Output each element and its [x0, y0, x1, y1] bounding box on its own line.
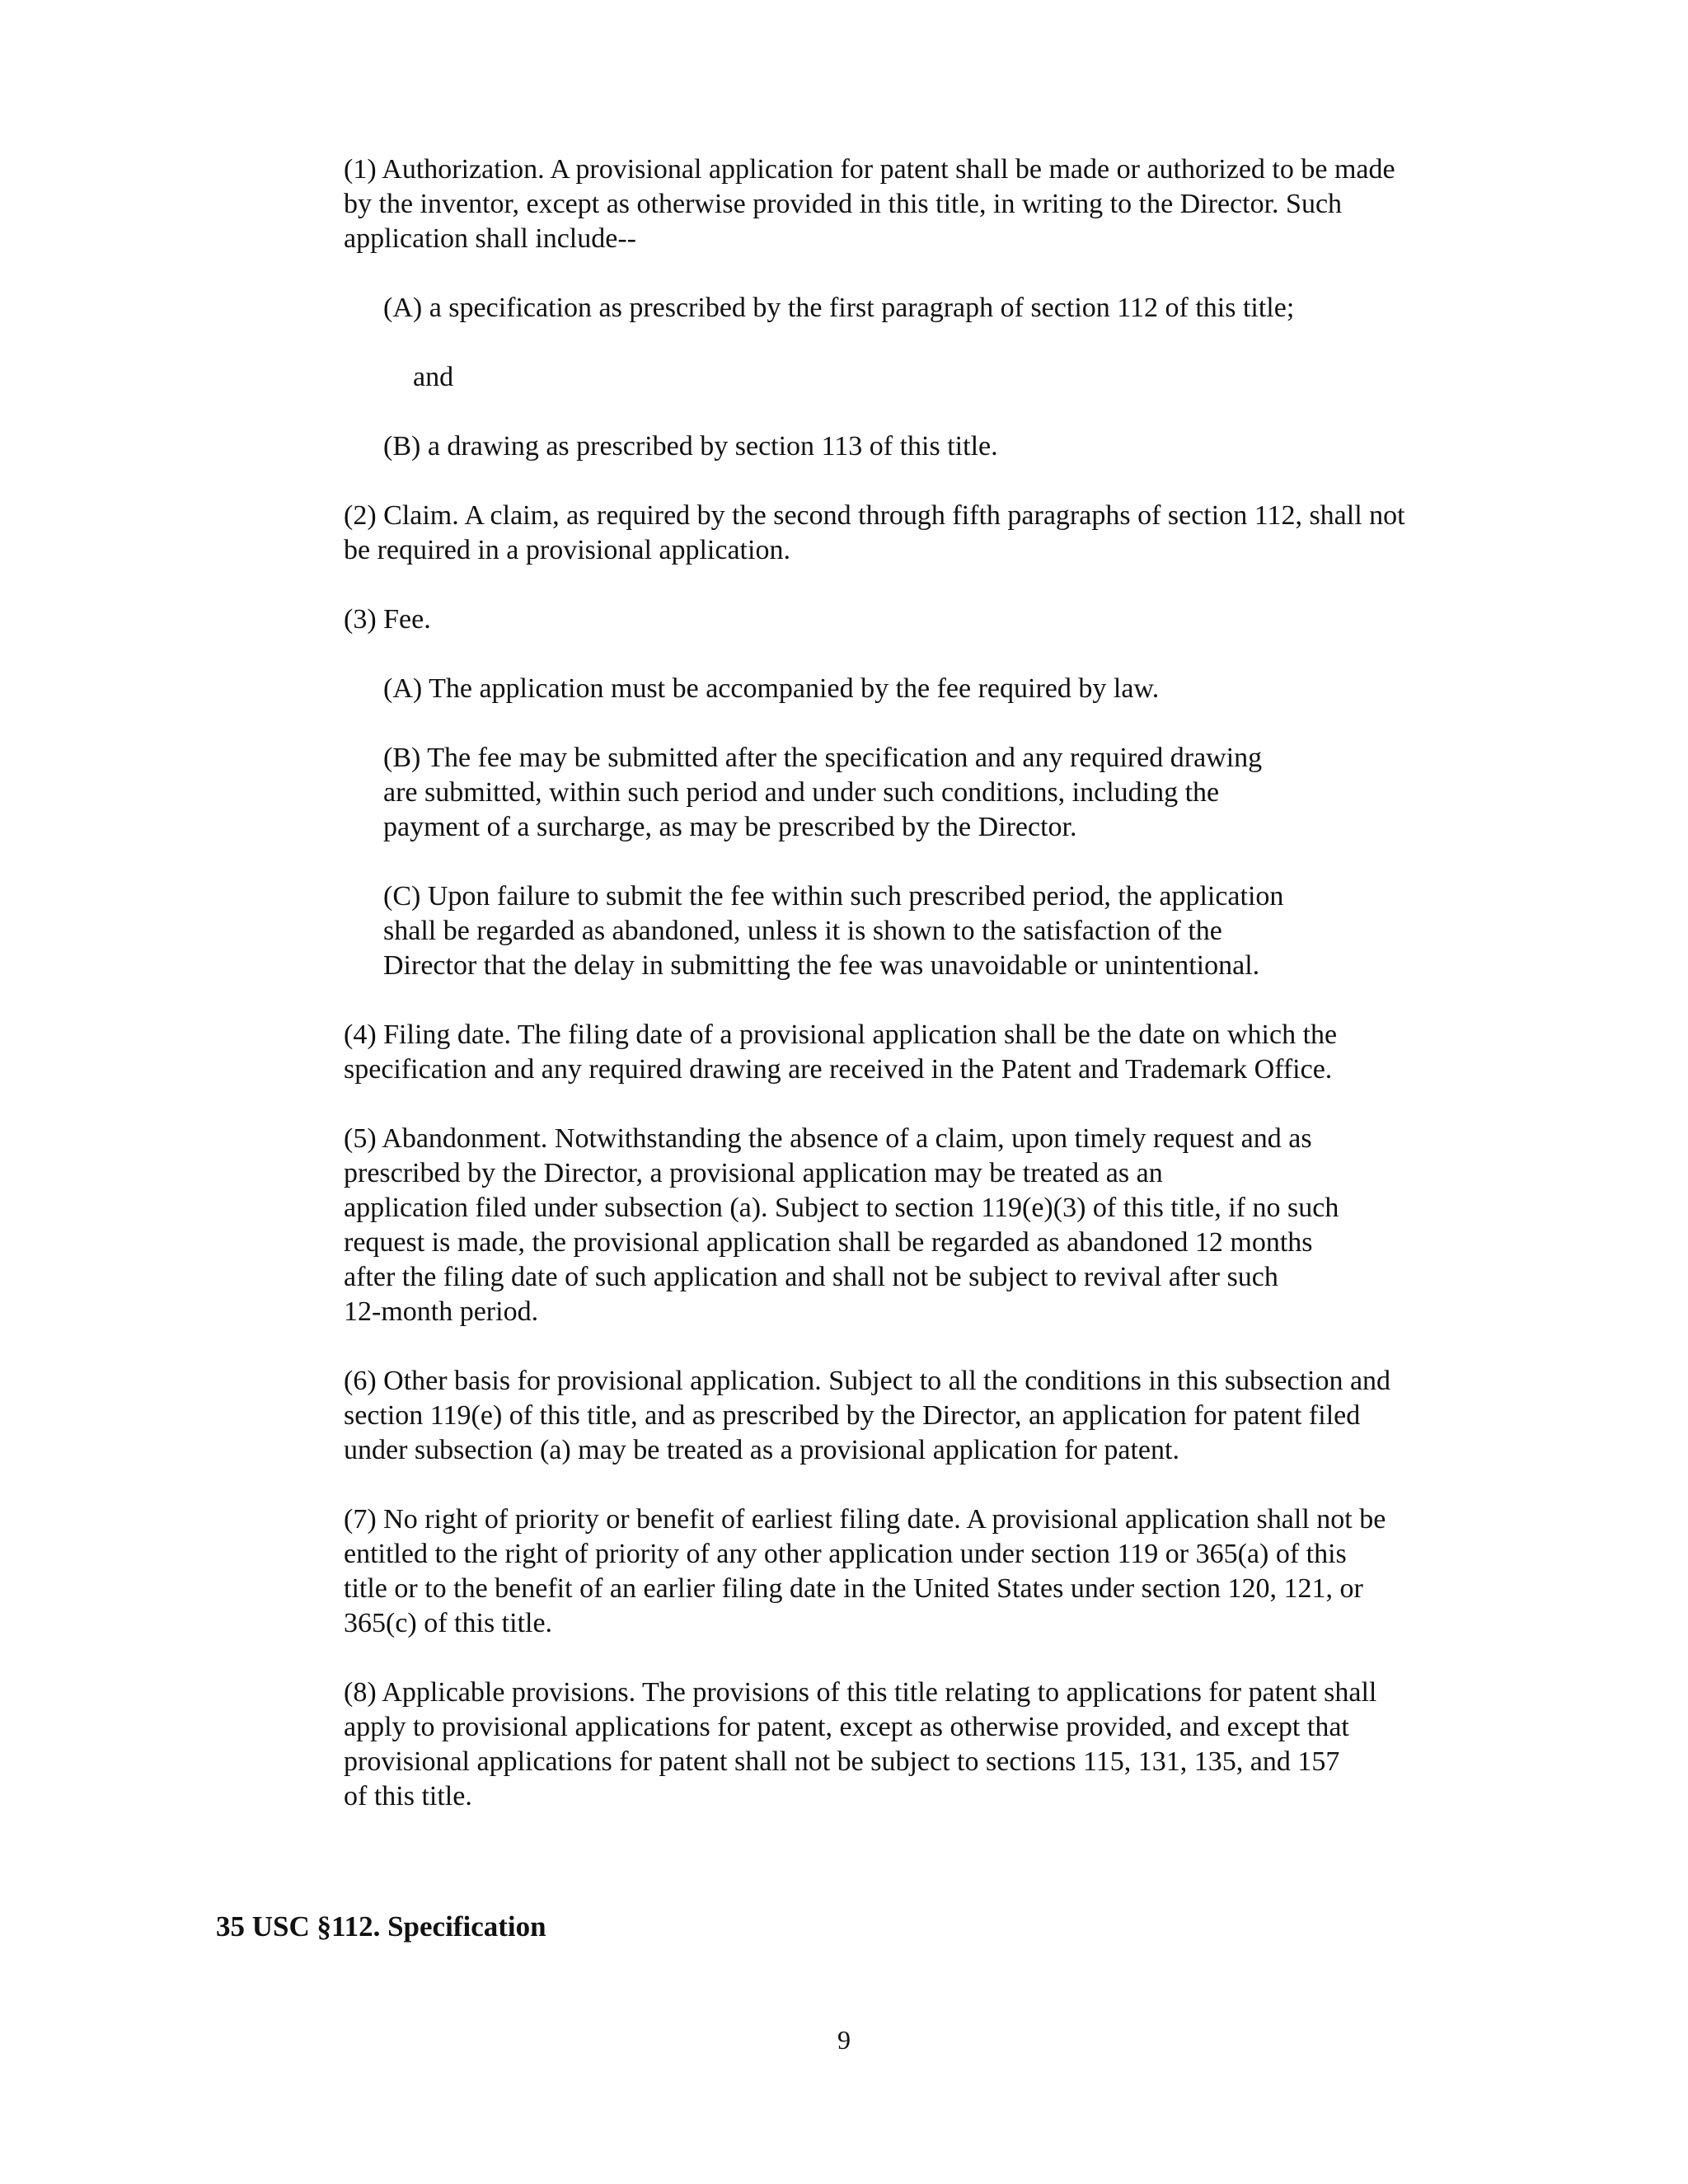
paragraph-authorization-a: (A) a specification as prescribed by the first paragraph of section 112 of this title;: [383, 293, 1295, 323]
paragraph-fee-c: (C) Upon failure to submit the fee within such prescribed period, the application shall be regarded as abandoned, unless it is shown to the satisfaction of the Director that the delay in submitting the fee was unavoidable or unintentional.: [383, 881, 1284, 981]
page-number: 9: [837, 2025, 851, 2055]
paragraph-abandonment: (5) Abandonment. Notwithstanding the absence of a claim, upon timely request and as prescribed by the Director, a provisional application may be treated as an application filed under subsection (a). Subject to section 119(e)(3) of this title, if no such request is made, the provisional application shall be regarded as abandoned 12 months after the filing date of such application and shall not be subject to revival after such 12-month period.: [344, 1123, 1339, 1327]
paragraph-claim: (2) Claim. A claim, as required by the second through fifth paragraphs of section 112, shall not be required in a provisional application.: [344, 500, 1405, 565]
section-111b-text: [344, 152, 1514, 1849]
paragraph-authorization-and: and: [413, 362, 454, 392]
paragraph-filing-date: (4) Filing date. The filing date of a provisional application shall be the date on which the specification and any required drawing are received in the Patent and Trademark Office.: [344, 1019, 1338, 1085]
paragraph-fee-b: (B) The fee may be submitted after the specification and any required drawing are submitted, within such period and under such conditions, including the payment of a surcharge, as may be prescribed by the Director.: [383, 743, 1263, 842]
paragraph-authorization-b: (B) a drawing as prescribed by section 113 of this title.: [383, 431, 998, 462]
paragraph-other-basis: (6) Other basis for provisional application. Subject to all the conditions in this subsection and section 119(e) of this title, and as prescribed by the Director, an application for patent filed under subsection (a) may be treated as a provisional application for patent.: [344, 1366, 1391, 1465]
paragraph-fee-a: (A) The application must be accompanied by the fee required by law.: [383, 673, 1160, 704]
paragraph-no-right-of-priority: (7) No right of priority or benefit of earliest filing date. A provisional application shall not be entitled to the right of priority of any other application under section 119 or 365(a) of this title or to the benefit of an earlier filing date in the United States under section 120, 121, or 365(c) of this title.: [344, 1504, 1386, 1638]
paragraph-fee: (3) Fee.: [344, 604, 431, 635]
section-112-heading: 35 USC §112. Specification: [216, 1910, 546, 1943]
paragraph-applicable-provisions: (8) Applicable provisions. The provisions of this title relating to applications for patent shall apply to provisional applications for patent, except as otherwise provided, and except that provisional applications for patent shall not be subject to sections 115, 131, 135, and 157 of this title.: [344, 1677, 1377, 1811]
paragraph-authorization: (1) Authorization. A provisional application for patent shall be made or authorized to be made by the inventor, except as otherwise provided in this title, in writing to the Director. Such application shall include--: [344, 154, 1395, 254]
